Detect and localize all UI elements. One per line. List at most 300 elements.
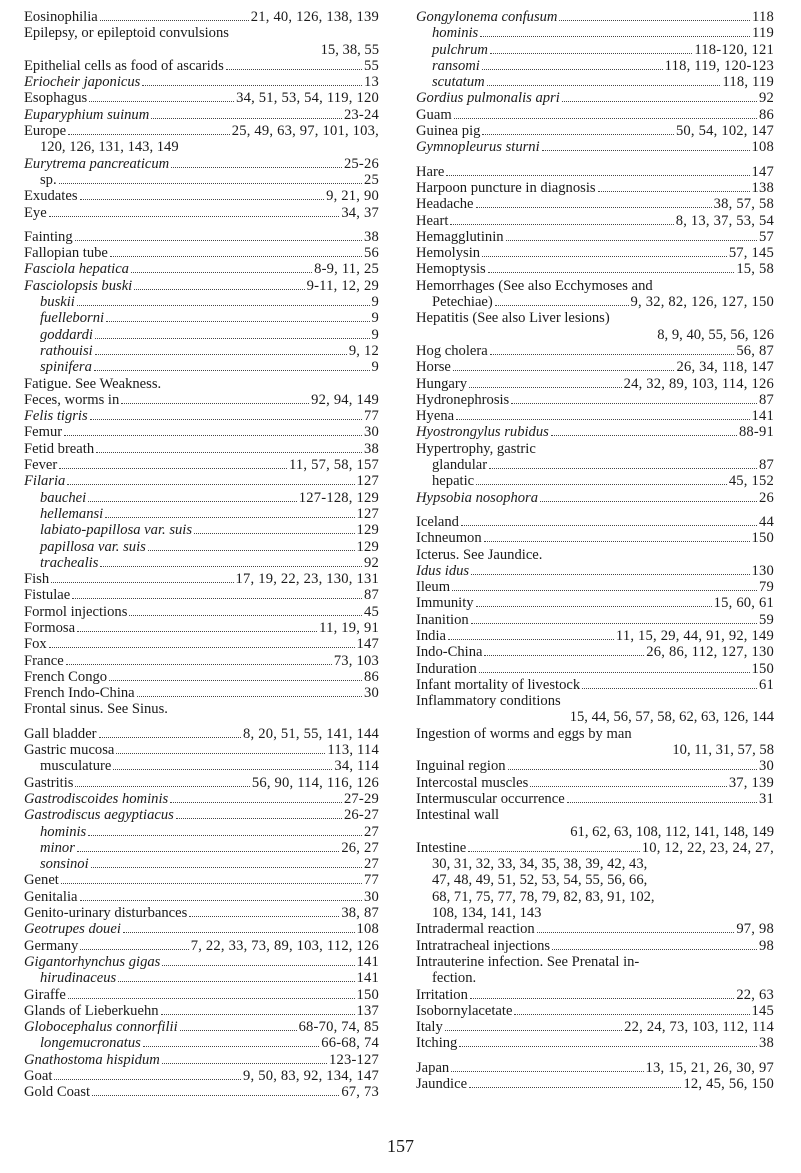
- entry-pages: 31: [759, 790, 774, 807]
- entry-term: French Indo-China: [24, 685, 135, 702]
- dot-leader: [59, 468, 287, 469]
- index-text-line: Epilepsy, or epileptoid convulsions: [24, 25, 229, 42]
- entry-pages: 118, 119: [722, 74, 774, 91]
- index-text-line: 120, 126, 131, 143, 149: [40, 139, 179, 156]
- index-entry: [24, 229, 379, 245]
- entry-term: Horse: [416, 359, 451, 376]
- section-gap: [24, 718, 379, 726]
- index-entry: [416, 229, 774, 245]
- index-entry: [416, 294, 774, 310]
- entry-term: Gigantorhynchus gigas: [24, 953, 161, 970]
- entry-term: Gordius pulmonalis apri: [416, 90, 560, 107]
- dot-leader: [461, 525, 757, 526]
- entry-pages: 27: [364, 823, 379, 840]
- entry-pages: 130: [751, 562, 774, 579]
- entry-term: hominis: [40, 823, 87, 840]
- entry-pages: 145: [751, 1002, 774, 1019]
- dot-leader: [100, 20, 249, 21]
- entry-term: Heart: [416, 212, 449, 229]
- index-entry: [416, 987, 774, 1003]
- index-entry: [416, 579, 774, 595]
- entry-term: hepatic: [432, 473, 475, 490]
- dot-leader: [598, 191, 750, 192]
- dot-leader: [109, 680, 362, 681]
- entry-term: Intestine: [416, 839, 467, 856]
- entry-pages: 21, 40, 126, 138, 139: [250, 9, 379, 25]
- index-entry: [24, 987, 379, 1003]
- entry-pages: 38: [759, 1035, 774, 1052]
- entry-term: Harpoon puncture in diagnosis: [416, 179, 596, 196]
- dot-leader: [446, 175, 749, 176]
- entry-pages: 77: [364, 872, 379, 889]
- entry-term: Eosinophilia: [24, 9, 98, 25]
- entry-term: Induration: [416, 660, 477, 677]
- dot-leader: [68, 134, 230, 135]
- entry-pages: 150: [751, 530, 774, 547]
- entry-term: Jaundice: [416, 1076, 468, 1092]
- index-entry: [416, 343, 774, 359]
- dot-leader: [448, 639, 614, 640]
- index-entry: [24, 441, 379, 457]
- entry-term: Germany: [24, 937, 79, 954]
- entry-pages: 15, 58: [736, 261, 774, 278]
- dot-leader: [99, 737, 242, 738]
- index-entry: [24, 245, 379, 261]
- dot-leader: [110, 256, 362, 257]
- index-entry: [416, 58, 774, 74]
- entry-term: Fallopian tube: [24, 245, 108, 262]
- dot-leader: [94, 370, 370, 371]
- entry-pages: 26, 34, 118, 147: [676, 359, 774, 376]
- dot-leader: [77, 305, 370, 306]
- entry-pages: 26: [759, 489, 774, 506]
- index-entry: [416, 563, 774, 579]
- index-entry: [416, 90, 774, 106]
- entry-term: longemucronatus: [40, 1035, 141, 1052]
- entry-pages: 118, 119, 120-123: [664, 57, 774, 74]
- index-pages-line: 15, 38, 55: [320, 41, 379, 58]
- entry-term: rathouisi: [40, 342, 93, 359]
- entry-term: trachealis: [40, 554, 99, 571]
- entry-pages: 30: [364, 685, 379, 702]
- entry-pages: 118-120, 121: [694, 41, 774, 58]
- entry-pages: 34, 114: [334, 758, 379, 775]
- dot-leader: [469, 387, 622, 388]
- entry-term: Eurytrema pancreaticum: [24, 155, 170, 172]
- dot-leader: [506, 240, 757, 241]
- entry-term: Fox: [24, 636, 47, 653]
- dot-leader: [80, 199, 325, 200]
- entry-pages: 10, 12, 22, 23, 24, 27,: [641, 839, 774, 856]
- entry-term: Giraffe: [24, 986, 66, 1003]
- dot-leader: [105, 517, 354, 518]
- entry-term: Hemolysin: [416, 245, 481, 262]
- entry-term: Geotrupes douei: [24, 921, 121, 938]
- entry-term: Euparyphium suinum: [24, 106, 150, 123]
- index-entry: [24, 604, 379, 620]
- entry-pages: 56: [364, 245, 379, 262]
- dot-leader: [479, 672, 750, 673]
- dot-leader: [511, 403, 757, 404]
- entry-term: fuelleborni: [40, 310, 105, 327]
- index-entry: [416, 107, 774, 123]
- entry-pages: 45, 152: [728, 473, 774, 490]
- dot-leader: [194, 533, 354, 534]
- dot-leader: [469, 1087, 681, 1088]
- dot-leader: [453, 370, 675, 371]
- entry-term: sp.: [40, 171, 57, 188]
- dot-leader: [96, 452, 362, 453]
- entry-pages: 119: [752, 25, 774, 42]
- dot-leader: [514, 1014, 749, 1015]
- entry-pages: 108: [751, 139, 774, 156]
- entry-pages: 50, 54, 102, 147: [675, 123, 774, 140]
- index-entry: [416, 840, 774, 856]
- entry-term: Infant mortality of livestock: [416, 676, 581, 693]
- entry-pages: 73, 103: [333, 652, 379, 669]
- index-entry: [24, 1052, 379, 1068]
- index-entry: [24, 278, 379, 294]
- index-entry: [416, 758, 774, 774]
- dot-leader: [162, 965, 354, 966]
- index-pages-line: 15, 44, 56, 57, 58, 62, 63, 126, 144: [569, 709, 774, 726]
- entry-pages: 25: [364, 171, 379, 188]
- entry-pages: 150: [356, 986, 379, 1003]
- entry-pages: 26, 27: [341, 839, 379, 856]
- entry-term: Fistulae: [24, 587, 71, 604]
- entry-pages: 66-68, 74: [321, 1035, 379, 1052]
- entry-term: Ichneumon: [416, 530, 482, 547]
- index-entry: [24, 123, 379, 139]
- entry-term: Filaria: [24, 473, 66, 490]
- entry-term: Gymnopleurus sturni: [416, 139, 540, 156]
- index-entry: [416, 25, 774, 41]
- entry-term: buskii: [40, 294, 75, 311]
- index-entry: [24, 726, 379, 742]
- entry-pages: 30: [364, 888, 379, 905]
- entry-pages: 108: [356, 921, 379, 938]
- entry-pages: 129: [356, 522, 379, 539]
- entry-term: Hemagglutinin: [416, 228, 504, 245]
- index-entry: [24, 1035, 379, 1051]
- index-entry: [416, 595, 774, 611]
- dot-leader: [445, 1030, 622, 1031]
- entry-pages: 129: [356, 538, 379, 555]
- entry-pages: 11, 15, 29, 44, 91, 92, 149: [615, 627, 774, 644]
- dot-leader: [100, 566, 362, 567]
- entry-pages: 8-9, 11, 25: [314, 261, 379, 278]
- dot-leader: [129, 615, 362, 616]
- index-text-line: Inflammatory conditions: [416, 693, 561, 710]
- index-entry: [24, 587, 379, 603]
- entry-term: Fish: [24, 571, 50, 588]
- entry-term: Hemoptysis: [416, 261, 486, 278]
- entry-pages: 138: [751, 179, 774, 196]
- entry-pages: 30: [364, 424, 379, 441]
- index-column-left: [24, 9, 379, 1101]
- entry-pages: 15, 60, 61: [713, 595, 774, 612]
- dot-leader: [67, 484, 354, 485]
- entry-pages: 97, 98: [736, 921, 774, 938]
- index-entry: [416, 1076, 774, 1092]
- index-entry: [416, 1003, 774, 1019]
- entry-term: Femur: [24, 424, 63, 441]
- dot-leader: [142, 85, 362, 86]
- entry-term: Formosa: [24, 619, 76, 636]
- entry-pages: 37, 139: [728, 774, 774, 791]
- index-entry: [416, 408, 774, 424]
- index-entry: [24, 205, 379, 221]
- index-text-line: Intrauterine infection. See Prenatal in-: [416, 953, 640, 970]
- entry-pages: 26, 86, 112, 127, 130: [646, 644, 774, 661]
- dot-leader: [89, 101, 234, 102]
- entry-pages: 27: [364, 856, 379, 873]
- index-entry: [24, 1003, 379, 1019]
- dot-leader: [542, 150, 750, 151]
- dot-leader: [482, 134, 673, 135]
- index-entry: [24, 107, 379, 123]
- index-entry: [416, 42, 774, 58]
- index-pages-line: 8, 9, 40, 55, 56, 126: [657, 326, 774, 343]
- index-entry: [24, 457, 379, 473]
- index-entry: [24, 1084, 379, 1100]
- entry-pages: 92: [759, 90, 774, 107]
- dot-leader: [495, 305, 629, 306]
- entry-pages: 22, 24, 73, 103, 112, 114: [624, 1019, 774, 1036]
- index-entry: [416, 245, 774, 261]
- index-entry: [416, 791, 774, 807]
- dot-leader: [118, 981, 354, 982]
- dot-leader: [487, 85, 721, 86]
- dot-leader: [90, 419, 362, 420]
- dot-leader: [476, 606, 712, 607]
- entry-term: Formol injections: [24, 603, 128, 620]
- index-entry: [416, 1019, 774, 1035]
- dot-leader: [567, 802, 757, 803]
- index-entry: [416, 628, 774, 644]
- dot-leader: [131, 272, 312, 273]
- entry-pages: 59: [759, 611, 774, 628]
- entry-pages: 25-26: [343, 155, 379, 172]
- entry-term: Epithelial cells as food of ascarids: [24, 57, 224, 74]
- entry-term: papillosa var. suis: [40, 538, 146, 555]
- index-entry: [24, 685, 379, 701]
- entry-term: Iceland: [416, 513, 459, 530]
- dot-leader: [88, 835, 362, 836]
- entry-pages: 56, 90, 114, 116, 126: [251, 774, 379, 791]
- section-gap: [416, 506, 774, 514]
- dot-leader: [562, 101, 757, 102]
- dot-leader: [471, 574, 749, 575]
- dot-leader: [170, 802, 342, 803]
- entry-term: France: [24, 652, 64, 669]
- entry-term: Eriocheir japonicus: [24, 74, 141, 91]
- entry-term: goddardi: [40, 326, 93, 343]
- index-entry: [24, 392, 379, 408]
- entry-term: minor: [40, 839, 75, 856]
- dot-leader: [106, 321, 369, 322]
- dot-leader: [95, 354, 347, 355]
- entry-pages: 9, 12: [348, 342, 379, 359]
- entry-term: Genito-urinary disturbances: [24, 905, 188, 922]
- entry-term: Feces, worms in: [24, 391, 120, 408]
- dot-leader: [80, 900, 363, 901]
- entry-term: Europe: [24, 123, 67, 140]
- entry-pages: 9: [371, 294, 379, 311]
- entry-term: scutatum: [432, 74, 485, 91]
- dot-leader: [143, 1046, 319, 1047]
- dot-leader: [66, 664, 332, 665]
- entry-pages: 67, 73: [341, 1084, 379, 1101]
- index-entry: [24, 872, 379, 888]
- index-entry: [24, 840, 379, 856]
- entry-term: Immunity: [416, 595, 474, 612]
- dot-leader: [75, 240, 362, 241]
- entry-pages: 113, 114: [327, 742, 379, 759]
- entry-pages: 77: [364, 408, 379, 425]
- entry-term: Fetid breath: [24, 440, 95, 457]
- entry-pages: 86: [759, 106, 774, 123]
- entry-term: Genitalia: [24, 888, 78, 905]
- index-entry: [24, 74, 379, 90]
- entry-pages: 141: [356, 953, 379, 970]
- entry-term: Hare: [416, 163, 445, 180]
- entry-pages: 9: [371, 359, 379, 376]
- index-entry: [416, 530, 774, 546]
- index-entry: [24, 58, 379, 74]
- entry-pages: 45: [364, 603, 379, 620]
- dot-leader: [77, 851, 339, 852]
- dot-leader: [77, 631, 317, 632]
- entry-pages: 141: [356, 970, 379, 987]
- dot-leader: [51, 582, 233, 583]
- entry-pages: 9: [371, 326, 379, 343]
- entry-term: Ileum: [416, 579, 451, 596]
- entry-term: Headache: [416, 196, 474, 213]
- entry-pages: 87: [364, 587, 379, 604]
- index-text-line: Hypertrophy, gastric: [416, 440, 536, 457]
- index-entry: [24, 327, 379, 343]
- entry-term: Hog cholera: [416, 342, 488, 359]
- entry-term: Italy: [416, 1019, 443, 1036]
- dot-leader: [189, 916, 339, 917]
- index-entry: [24, 310, 379, 326]
- index-text-line: Hepatitis (See also Liver lesions): [416, 310, 610, 327]
- entry-term: Gold Coast: [24, 1084, 91, 1101]
- entry-term: Gastrodiscus aegyptiacus: [24, 807, 174, 824]
- entry-pages: 17, 19, 22, 23, 130, 131: [235, 571, 379, 588]
- entry-pages: 56, 87: [736, 342, 774, 359]
- entry-term: Hyena: [416, 408, 455, 425]
- dot-leader: [137, 696, 362, 697]
- entry-pages: 118: [752, 9, 774, 25]
- entry-pages: 57: [759, 228, 774, 245]
- entry-term: Gastritis: [24, 774, 74, 791]
- entry-pages: 11, 19, 91: [319, 619, 379, 636]
- entry-pages: 38, 87: [341, 905, 379, 922]
- dot-leader: [489, 468, 757, 469]
- entry-pages: 88-91: [738, 424, 774, 441]
- index-entry: [24, 954, 379, 970]
- index-entry: [24, 742, 379, 758]
- dot-leader: [452, 590, 757, 591]
- entry-pages: 34, 37: [341, 204, 379, 221]
- entry-term: Indo-China: [416, 644, 483, 661]
- index-entry: [416, 490, 774, 506]
- entry-term: French Congo: [24, 668, 108, 685]
- index-entry: [416, 9, 774, 25]
- dot-leader: [49, 647, 355, 648]
- dot-leader: [476, 484, 727, 485]
- dot-leader: [508, 769, 757, 770]
- entry-pages: 127: [356, 473, 379, 490]
- index-entry: [24, 571, 379, 587]
- entry-pages: 38: [364, 228, 379, 245]
- index-entry: [416, 180, 774, 196]
- dot-leader: [450, 224, 673, 225]
- entry-pages: 12, 45, 56, 150: [683, 1076, 774, 1092]
- entry-pages: 127: [356, 505, 379, 522]
- dot-leader: [456, 419, 749, 420]
- entry-term: hominis: [432, 25, 479, 42]
- entry-term: glandular: [432, 457, 488, 474]
- dot-leader: [49, 216, 340, 217]
- index-entry: [24, 970, 379, 986]
- index-entry: [24, 539, 379, 555]
- index-entry: [416, 1035, 774, 1051]
- index-entry: [416, 644, 774, 660]
- index-entry: [24, 172, 379, 188]
- entry-term: Fever: [24, 457, 58, 474]
- entry-term: Itching: [416, 1035, 458, 1052]
- entry-term: Intradermal reaction: [416, 921, 535, 938]
- index-entry: [24, 921, 379, 937]
- entry-pages: 98: [759, 937, 774, 954]
- entry-term: Globocephalus connorfilii: [24, 1019, 178, 1036]
- entry-term: Fasciolopsis buski: [24, 277, 133, 294]
- entry-term: Esophagus: [24, 90, 88, 107]
- dot-leader: [459, 1046, 757, 1047]
- index-entry: [416, 921, 774, 937]
- dot-leader: [92, 1095, 339, 1096]
- entry-term: Fasciola hepatica: [24, 261, 129, 278]
- entry-term: Guam: [416, 106, 452, 123]
- entry-term: Gnathostoma hispidum: [24, 1051, 160, 1068]
- entry-term: Guinea pig: [416, 123, 481, 140]
- index-text-line: fection.: [432, 970, 477, 987]
- index-entry: [24, 856, 379, 872]
- entry-pages: 9: [371, 310, 379, 327]
- entry-term: Gastrodiscoides hominis: [24, 790, 169, 807]
- index-entry: [24, 775, 379, 791]
- index-column-right: [416, 9, 774, 1092]
- index-entry: [416, 1060, 774, 1076]
- entry-pages: 86: [364, 668, 379, 685]
- entry-pages: 9, 32, 82, 126, 127, 150: [630, 294, 774, 311]
- page-number: 157: [387, 1136, 414, 1156]
- index-text-line: 30, 31, 32, 33, 34, 35, 38, 39, 42, 43,: [432, 856, 648, 873]
- index-entry: [24, 669, 379, 685]
- entry-term: Isobornylacetate: [416, 1002, 513, 1019]
- dot-leader: [476, 207, 712, 208]
- entry-term: Hungary: [416, 375, 468, 392]
- entry-pages: 30: [759, 758, 774, 775]
- entry-term: hellemansi: [40, 505, 104, 522]
- entry-pages: 87: [759, 391, 774, 408]
- entry-term: bauchei: [40, 489, 87, 506]
- index-entry: [416, 661, 774, 677]
- dot-leader: [484, 655, 644, 656]
